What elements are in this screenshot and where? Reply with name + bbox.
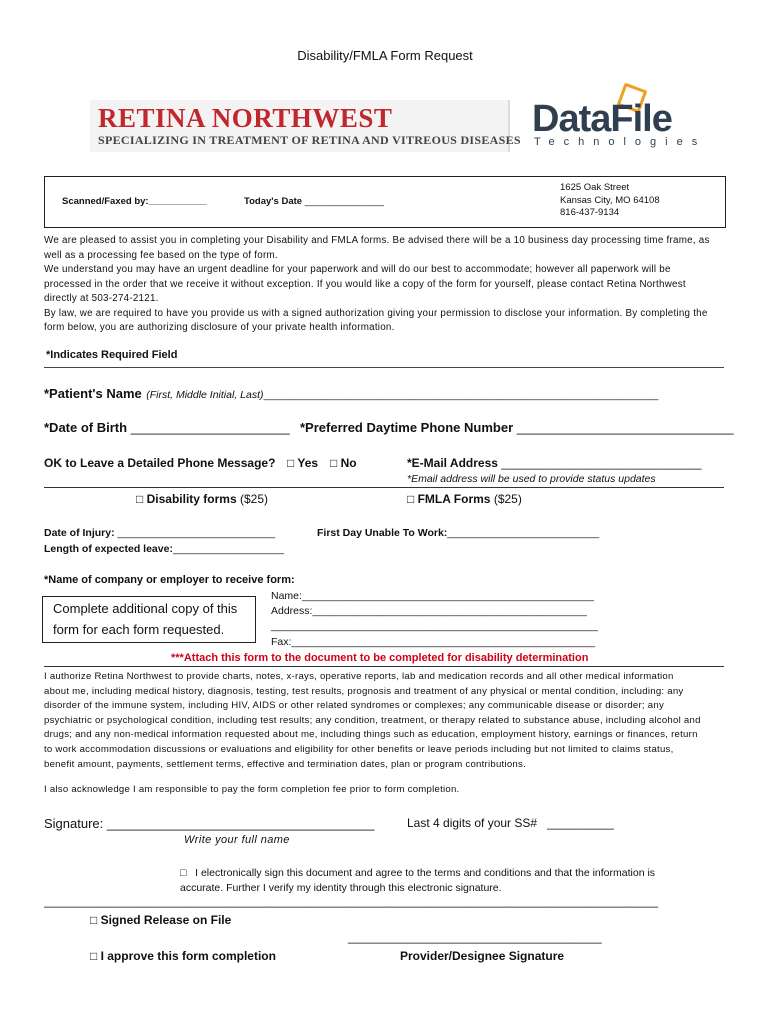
esign-line: I electronically sign this document and agree to the terms and conditions and that the information is (195, 867, 656, 879)
scanned-by-blank: ___________ (148, 196, 207, 207)
office-divider: ____________________________________________________________________________________________ (44, 894, 658, 908)
scanned-by-label: Scanned/Faxed by: (62, 196, 149, 207)
signature-hint: Write your full name (184, 834, 290, 846)
expected-leave-field[interactable] (44, 543, 284, 555)
first-day-label: First Day Unable To Work: (317, 527, 448, 539)
fmla-forms-label: FMLA Forms (417, 492, 491, 506)
ss-digits-label: Last 4 digits of your SS# (407, 816, 538, 830)
datafile-logo-subtitle: Technologies (534, 136, 707, 148)
required-field-note: *Indicates Required Field (46, 349, 178, 361)
yes-checkbox[interactable] (287, 456, 318, 470)
checkbox-icon: □ (180, 867, 187, 879)
intro-line: directly at 503-274-2121. (44, 293, 159, 304)
expected-leave-blank: ___________________ (172, 543, 284, 555)
datafile-logo (530, 86, 707, 150)
expected-leave-label: Length of expected leave: (44, 543, 173, 555)
provider-signature-blank[interactable]: ______________________________________ (348, 930, 602, 944)
office-address (560, 182, 660, 220)
address-line-2: Kansas City, MO 64108 (560, 194, 660, 206)
retina-northwest-logo (90, 100, 521, 152)
esign-line: accurate. Further I verify my identity through this electronic signature. (180, 882, 502, 894)
first-day-blank: __________________________ (447, 527, 600, 539)
signature-label: Signature: (44, 816, 104, 831)
intro-line: By law, we are required to have you provide us with a signed authorization giving your permission to disclose your information. By completing the (44, 307, 708, 319)
todays-date-blank: _______________ (304, 196, 384, 207)
address-line-1: 1625 Oak Street (560, 182, 630, 193)
authorization-line: drugs; and any non-medical information requested about me, including things such as education, employment history, earnings or finances, return (44, 729, 698, 741)
additional-copy-note (42, 596, 256, 643)
approve-checkbox[interactable] (90, 949, 276, 963)
signed-release-checkbox[interactable] (90, 913, 231, 927)
section-divider (44, 666, 724, 667)
retina-logo-subtitle: SPECIALIZING IN TREATMENT OF RETINA AND VITREOUS DISEASES (98, 133, 521, 147)
patient-name-blank: _______________________________________________________________________ (263, 390, 659, 401)
address-line-3: 816-437-9134 (560, 207, 620, 218)
ok-message-label: OK to Leave a Detailed Phone Message? (44, 456, 276, 470)
authorization-paragraph (44, 670, 701, 772)
intro-line: form below, you are authorizing disclosure of your private health information. (44, 322, 395, 333)
intro-paragraph (44, 234, 710, 336)
intro-line: We understand you may have an urgent deadline for your paperwork and will do our best to accommodate; however all paperwork will be (44, 264, 671, 275)
dob-blank: ______________________ (130, 420, 290, 435)
approve-label: I approve this form completion (100, 949, 276, 963)
authorization-line: psychiatric or psychological condition, including test results; any condition, treatment, or therapy related to substance abuse, including alcohol and (44, 714, 701, 726)
todays-date-label: Today's Date (244, 196, 303, 207)
checkbox-icon: □ (90, 913, 98, 927)
employer-label: *Name of company or employer to receive form: (44, 574, 295, 586)
injury-date-field[interactable] (44, 527, 275, 539)
employer-address-field[interactable] (271, 605, 587, 617)
email-label: *E-Mail Address (407, 456, 498, 470)
todays-date-field[interactable] (244, 196, 384, 207)
employer-fax-label: Fax: (271, 636, 292, 648)
scanned-by-field[interactable] (62, 196, 207, 207)
injury-date-label: Date of Injury: (44, 527, 115, 539)
authorization-line: benefit amount, payments, settlement terms, effective and termination dates, plan or program contributions. (44, 758, 526, 770)
checkbox-icon: □ (136, 492, 144, 506)
employer-address-label: Address: (271, 605, 313, 617)
employer-fax-field[interactable] (271, 636, 595, 648)
dob-field[interactable] (44, 420, 290, 435)
employer-name-blank: __________________________________________________ (301, 590, 594, 602)
disability-forms-price: ($25) (239, 492, 268, 506)
attach-note: ***Attach this form to the document to be completed for disability determination (171, 652, 589, 664)
no-checkbox[interactable] (330, 456, 357, 470)
note-line: form for each form requested. (53, 622, 225, 637)
checkbox-icon: □ (330, 456, 338, 470)
employer-address2-blank[interactable]: ________________________________________________________ (271, 620, 599, 632)
no-label: No (340, 456, 357, 470)
phone-blank: ______________________________ (516, 420, 734, 435)
dob-label: *Date of Birth (44, 420, 128, 435)
section-divider (44, 487, 724, 488)
employer-fax-blank: ____________________________________________________ (291, 636, 596, 648)
authorization-line: to work accommodation discussions or evaluations and eligibility for other benefits or leave periods including but not limited to claims status, (44, 743, 674, 755)
authorization-line: disorder of the immune system, including HIV, AIDS or other related syndromes or complexes; any communicable disease or disorder; any (44, 700, 664, 712)
authorization-line: about me, including medical history, diagnosis, testing, test results, prognosis and treatment of any physical or mental condition, including: any (44, 685, 684, 697)
patient-name-hint: (First, Middle Initial, Last) (146, 389, 264, 401)
provider-signature-label: Provider/Designee Signature (400, 949, 565, 963)
intro-line: well as a processing fee based on the type of form. (44, 249, 278, 261)
checkbox-icon: □ (287, 456, 295, 470)
ss-digits-blank: __________ (547, 816, 614, 830)
ss-digits-field[interactable] (407, 816, 614, 830)
signature-blank: _____________________________________ (106, 816, 375, 831)
section-divider (44, 367, 724, 368)
retina-logo-text: RETINA NORTHWEST (98, 103, 393, 133)
intro-line: processed in the order that we receive it without exception. If you would like a copy of the form for yourself, please contact Retina Northwest (44, 278, 686, 290)
note-line: Complete additional copy of this (53, 601, 238, 616)
fmla-forms-price: ($25) (493, 492, 522, 506)
datafile-logo-text: DataFile (532, 98, 672, 140)
email-field[interactable] (407, 456, 701, 470)
patient-name-label: *Patient's Name (44, 386, 142, 401)
email-blank: ______________________________ (501, 456, 702, 470)
acknowledge-text: I also acknowledge I am responsible to pay the form completion fee prior to form completion. (44, 784, 460, 795)
employer-name-label: Name: (271, 590, 302, 602)
signature-field[interactable] (44, 816, 374, 831)
authorization-line: I authorize Retina Northwest to provide charts, notes, x-rays, operative reports, lab and medication records and all other medical information (44, 671, 674, 682)
signed-release-label: Signed Release on File (100, 913, 232, 927)
fmla-forms-checkbox[interactable] (407, 492, 522, 506)
esign-checkbox[interactable] (180, 866, 655, 896)
first-day-field[interactable] (317, 527, 599, 539)
patient-name-field[interactable] (44, 385, 658, 403)
phone-field[interactable] (300, 420, 734, 435)
checkbox-icon: □ (90, 949, 98, 963)
employer-name-field[interactable] (271, 590, 594, 602)
injury-date-blank: ___________________________ (117, 527, 276, 539)
page-title: Disability/FMLA Form Request (297, 48, 473, 63)
email-note: *Email address will be used to provide status updates (407, 473, 656, 485)
employer-address-blank: _______________________________________________ (312, 605, 587, 617)
phone-label: *Preferred Daytime Phone Number (300, 420, 514, 435)
yes-label: Yes (297, 456, 319, 470)
disability-forms-label: Disability forms (146, 492, 237, 506)
checkbox-icon: □ (407, 492, 415, 506)
intro-line: We are pleased to assist you in completing your Disability and FMLA forms. Be advised there will be a 10 business day processing time frame, as (44, 235, 710, 246)
disability-forms-checkbox[interactable] (136, 492, 268, 506)
